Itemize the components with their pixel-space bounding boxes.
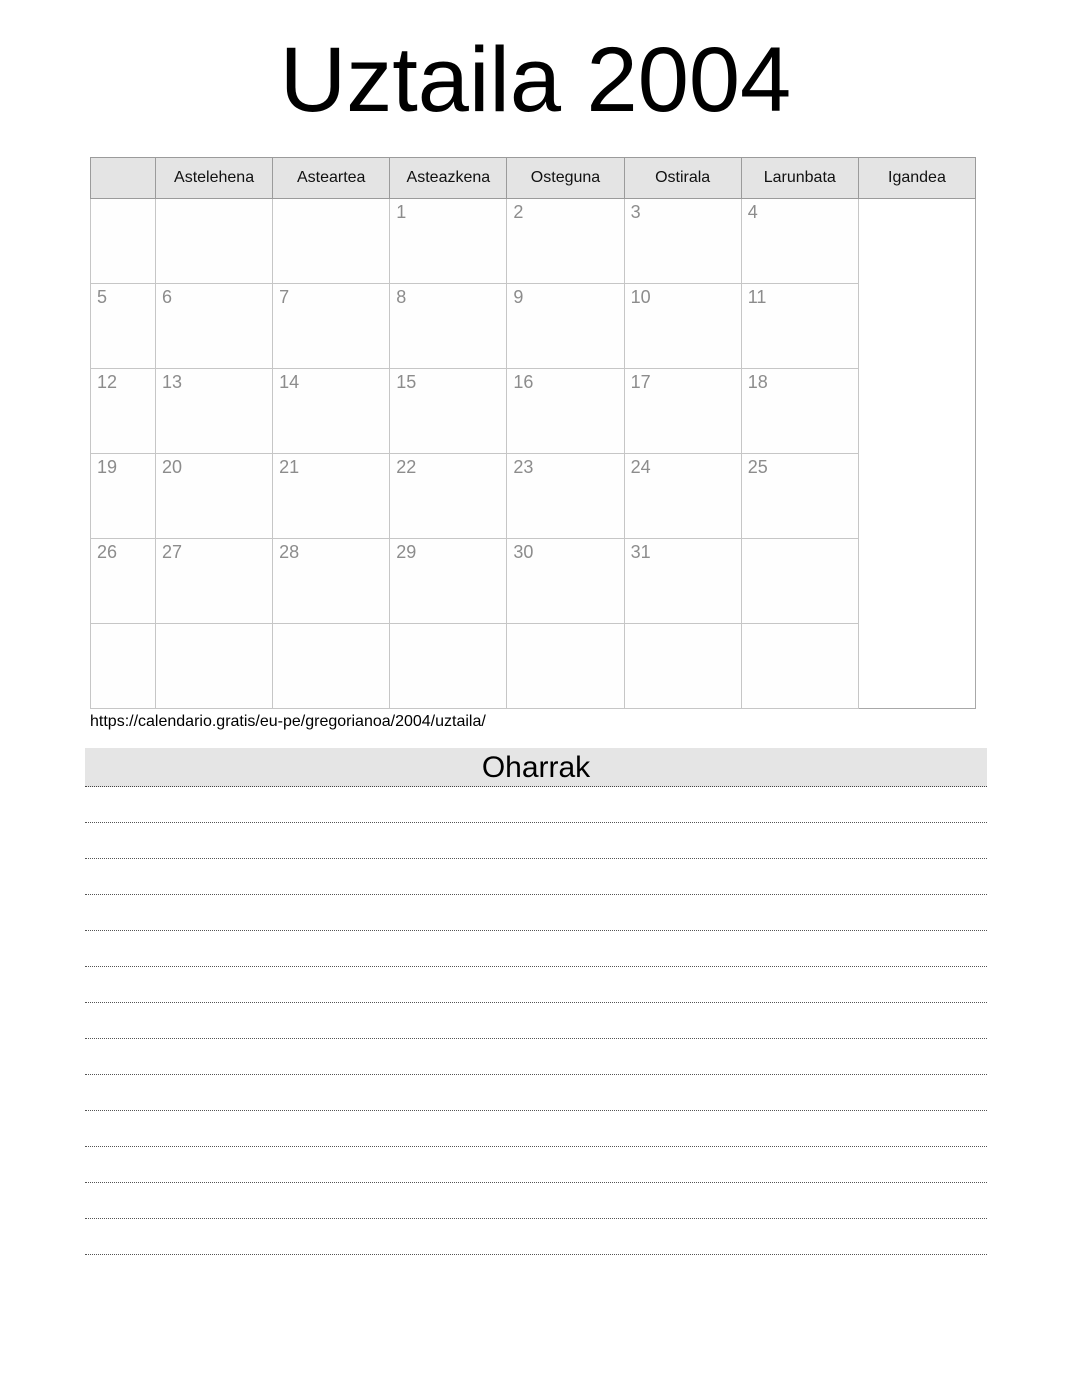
day-cell-5 xyxy=(91,284,156,369)
note-line xyxy=(85,1075,987,1111)
week-row-5 xyxy=(91,539,976,624)
day-cell-6 xyxy=(156,284,273,369)
day-cell-12 xyxy=(91,369,156,454)
day-number: 18 xyxy=(747,372,768,392)
day-number: 19 xyxy=(97,457,118,477)
week-row-4 xyxy=(91,454,976,539)
day-number: 14 xyxy=(279,372,300,392)
day-cell-17 xyxy=(624,369,741,454)
day-cell-empty xyxy=(273,624,390,709)
source-url: https://calendario.gratis/eu-pe/gregorianoa/2004/uztaila/ xyxy=(90,713,486,730)
note-line xyxy=(85,931,987,967)
day-number: 1 xyxy=(396,202,407,222)
day-number: 17 xyxy=(630,372,651,392)
day-number: 29 xyxy=(396,542,417,562)
day-cell-empty xyxy=(156,199,273,284)
day-cell-30 xyxy=(507,539,624,624)
day-number: 26 xyxy=(97,542,118,562)
note-line xyxy=(85,1219,987,1255)
day-number: 16 xyxy=(513,372,534,392)
day-number: 4 xyxy=(747,202,758,222)
day-cell-empty xyxy=(156,624,273,709)
calendar-header-row xyxy=(91,158,976,199)
day-cell-empty xyxy=(741,624,858,709)
day-cell-22 xyxy=(390,454,507,539)
day-cell-10 xyxy=(624,284,741,369)
note-line xyxy=(85,859,987,895)
day-cell-empty xyxy=(507,624,624,709)
day-number: 31 xyxy=(630,542,651,562)
notes-title: Oharrak xyxy=(481,751,591,784)
day-number: 9 xyxy=(513,287,524,307)
day-number: 22 xyxy=(396,457,417,477)
day-cell-13 xyxy=(156,369,273,454)
week-row-6 xyxy=(91,624,976,709)
note-line xyxy=(85,895,987,931)
note-line xyxy=(85,1183,987,1219)
note-line xyxy=(85,1147,987,1183)
note-line xyxy=(85,1111,987,1147)
day-cell-26 xyxy=(91,539,156,624)
day-number: 15 xyxy=(396,372,417,392)
day-cell-16 xyxy=(507,369,624,454)
day-cell-25 xyxy=(741,454,858,539)
day-cell-14 xyxy=(273,369,390,454)
page-title: Uztaila 2004 xyxy=(279,29,792,131)
day-cell-1 xyxy=(390,199,507,284)
day-number: 13 xyxy=(162,372,183,392)
day-cell-empty xyxy=(741,539,858,624)
day-cell-31 xyxy=(624,539,741,624)
day-number: 12 xyxy=(97,372,118,392)
day-number: 20 xyxy=(162,457,183,477)
day-number: 27 xyxy=(162,542,183,562)
week-row-3 xyxy=(91,369,976,454)
day-cell-empty xyxy=(91,199,156,284)
day-cell-27 xyxy=(156,539,273,624)
weekday-header-asteartea: Asteartea xyxy=(273,158,390,199)
day-number: 24 xyxy=(630,457,651,477)
day-number: 8 xyxy=(396,287,407,307)
weekday-header-row xyxy=(91,158,976,199)
day-number: 2 xyxy=(513,202,524,222)
day-cell-9 xyxy=(507,284,624,369)
weekday-header-ostirala: Ostirala xyxy=(624,158,741,199)
day-cell-15 xyxy=(390,369,507,454)
day-number: 5 xyxy=(97,287,108,307)
week-row-1 xyxy=(91,199,976,284)
day-number: 30 xyxy=(513,542,534,562)
day-number: 10 xyxy=(630,287,651,307)
day-cell-11 xyxy=(741,284,858,369)
calendar-body xyxy=(91,199,976,709)
day-cell-20 xyxy=(156,454,273,539)
day-number: 7 xyxy=(279,287,290,307)
day-cell-3 xyxy=(624,199,741,284)
weekday-header-igandea: Igandea xyxy=(858,158,975,199)
weekday-header-osteguna: Osteguna xyxy=(507,158,624,199)
weekday-header-astelehena: Astelehena xyxy=(156,158,273,199)
note-line xyxy=(85,967,987,1003)
weekday-header-larunbata: Larunbata xyxy=(741,158,858,199)
day-number: 25 xyxy=(747,457,768,477)
weekday-header-asteazkena: Asteazkena xyxy=(390,158,507,199)
day-number: 6 xyxy=(162,287,173,307)
week-side-column xyxy=(91,158,156,199)
day-cell-empty xyxy=(390,624,507,709)
day-number: 11 xyxy=(747,287,767,307)
day-cell-7 xyxy=(273,284,390,369)
day-cell-19 xyxy=(91,454,156,539)
day-cell-28 xyxy=(273,539,390,624)
day-cell-empty xyxy=(624,624,741,709)
note-line xyxy=(85,1003,987,1039)
day-number: 3 xyxy=(630,202,641,222)
note-line xyxy=(85,823,987,859)
day-cell-23 xyxy=(507,454,624,539)
day-cell-21 xyxy=(273,454,390,539)
day-cell-18 xyxy=(741,369,858,454)
week-row-2 xyxy=(91,284,976,369)
note-line xyxy=(85,787,987,823)
day-cell-24 xyxy=(624,454,741,539)
day-cell-empty xyxy=(273,199,390,284)
calendar-table xyxy=(90,157,976,709)
day-cell-29 xyxy=(390,539,507,624)
day-cell-2 xyxy=(507,199,624,284)
note-line xyxy=(85,1039,987,1075)
day-number: 23 xyxy=(513,457,534,477)
day-number: 28 xyxy=(279,542,300,562)
notes-header xyxy=(85,748,987,787)
day-cell-8 xyxy=(390,284,507,369)
notes-lines xyxy=(85,787,987,1255)
day-cell-empty xyxy=(91,624,156,709)
day-number: 21 xyxy=(279,457,300,477)
day-cell-4 xyxy=(741,199,858,284)
